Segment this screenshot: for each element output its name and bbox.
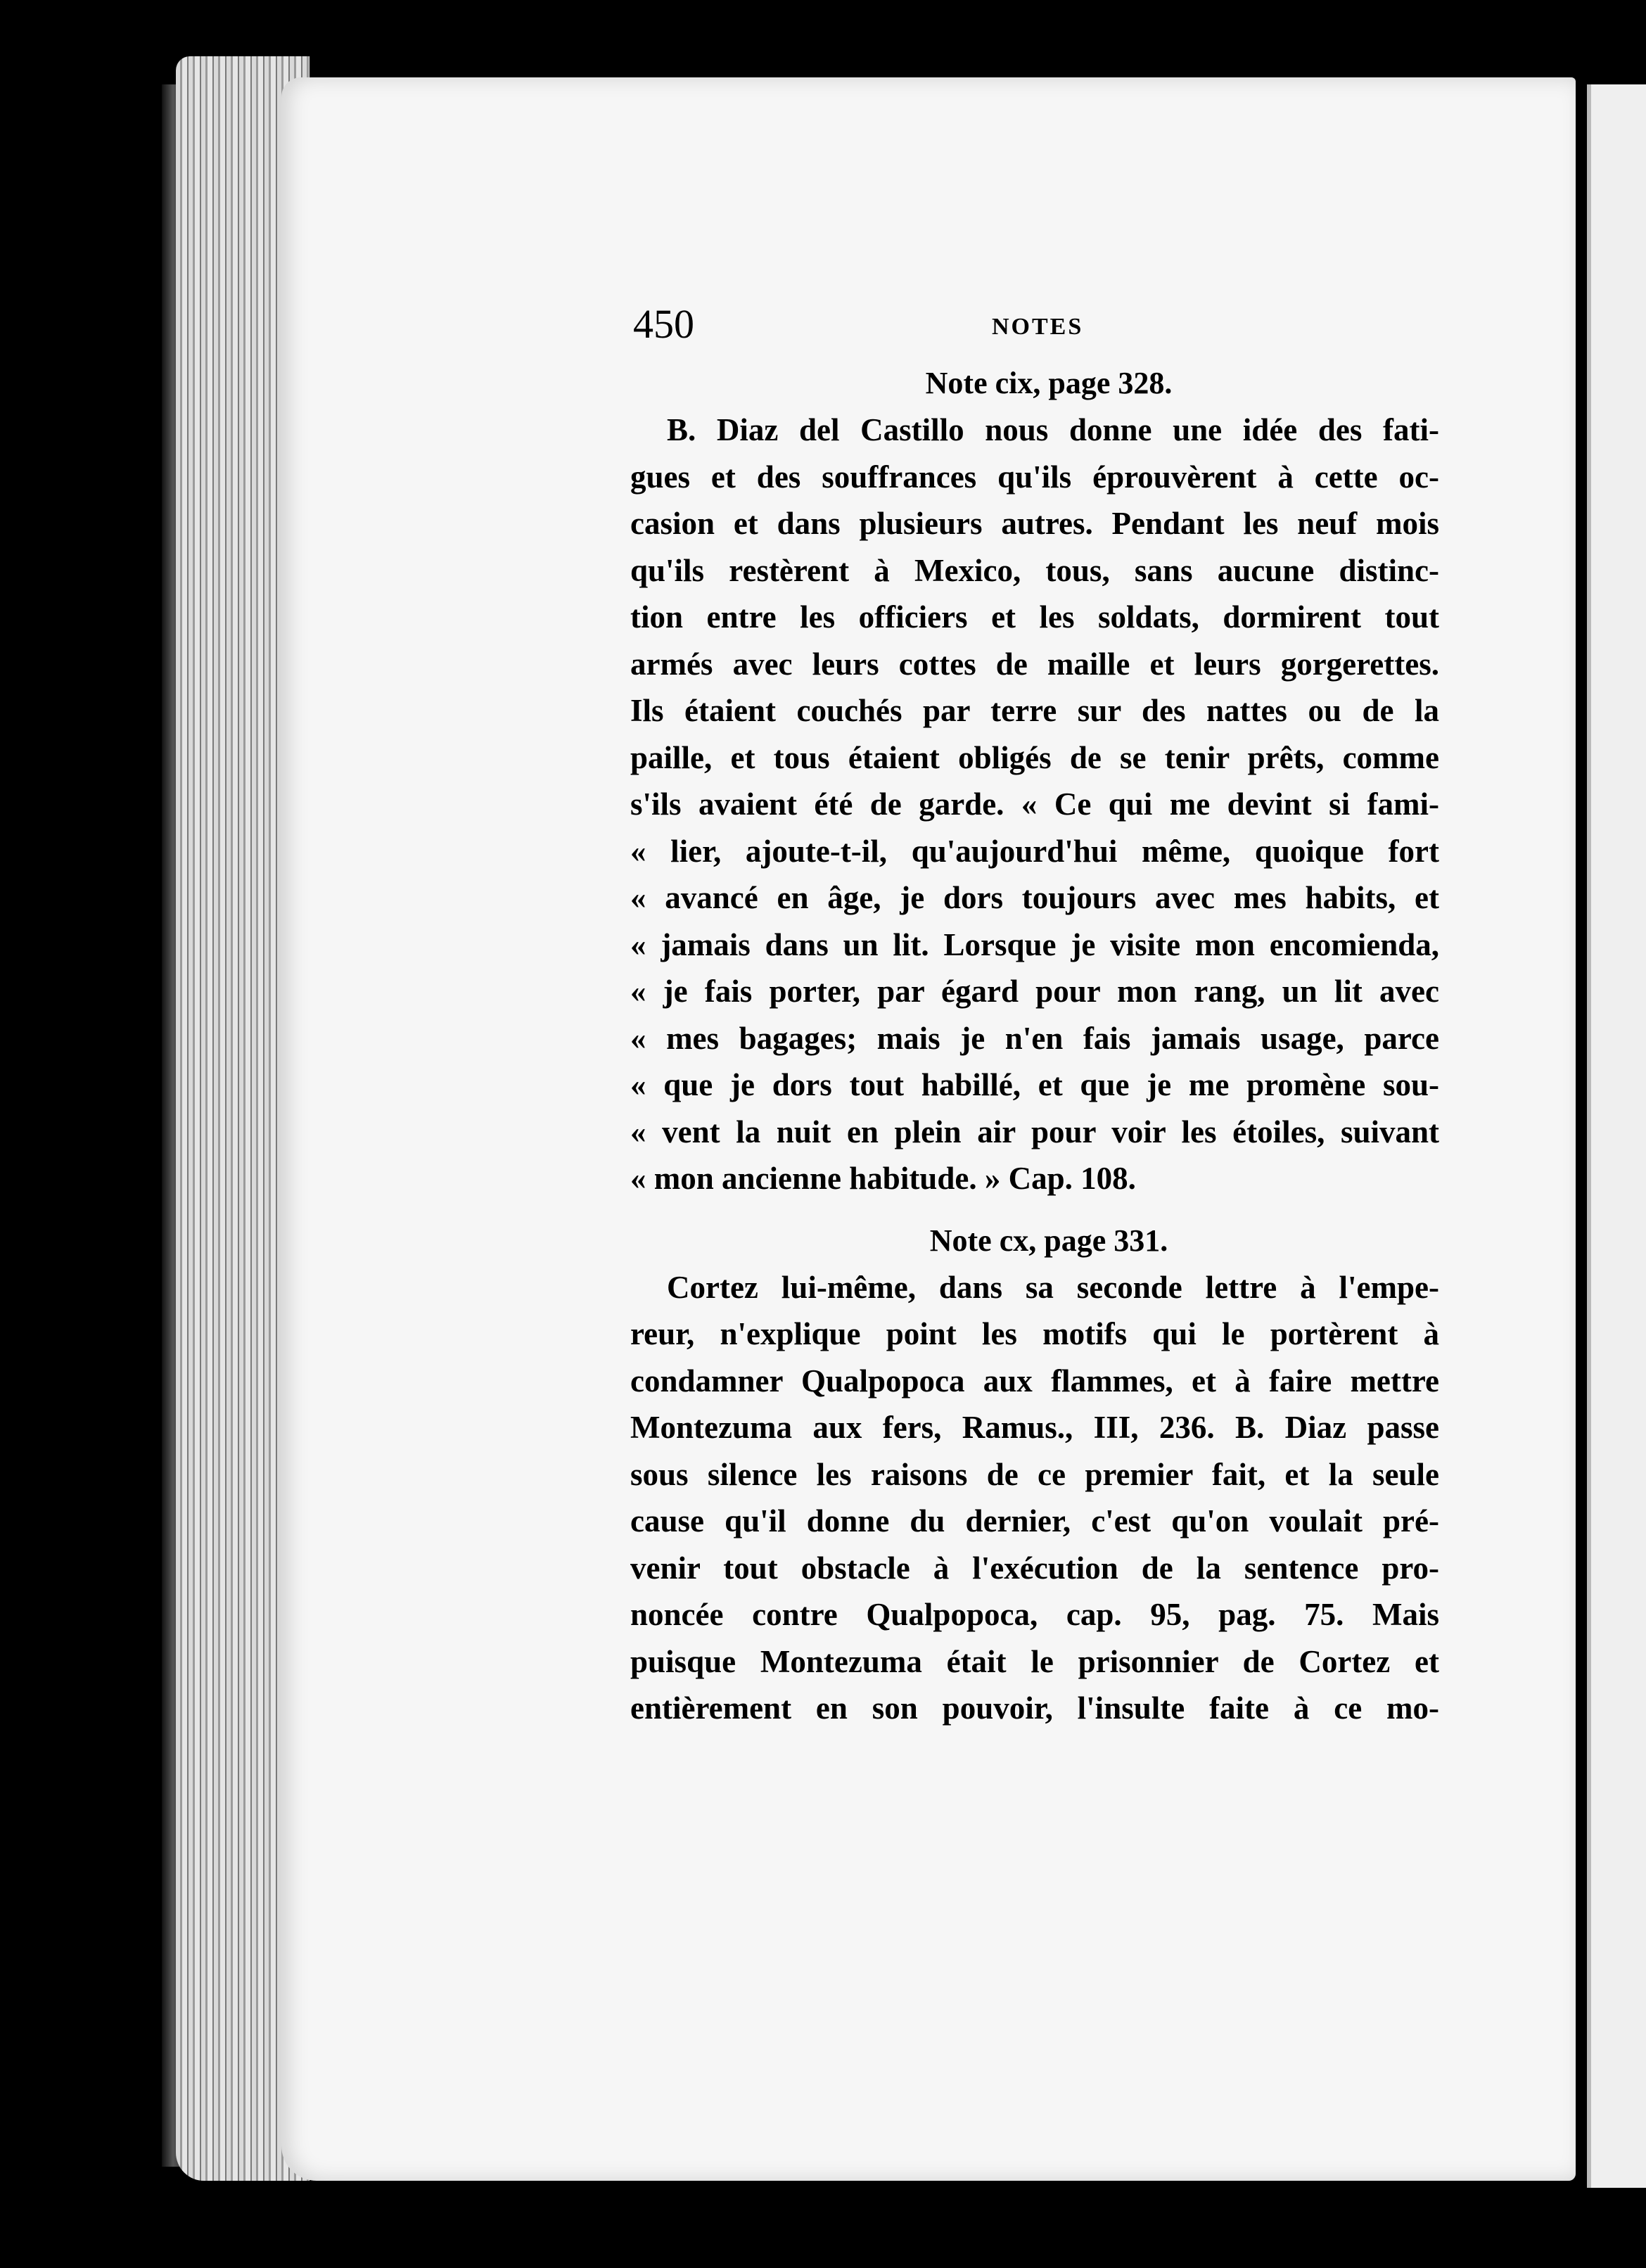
text-line: « jamais dans un lit. Lorsque je visite mon encomienda, — [630, 926, 1439, 962]
text-line: « vent la nuit en plein air pour voir les étoiles, suivant — [630, 1114, 1439, 1149]
text-line: « mes bagages; mais je n'en fais jamais usage, parce — [630, 1020, 1439, 1056]
note-paragraph — [630, 407, 1439, 1202]
text-line: venir tout obstacle à l'exécution de la sentence pro- — [630, 1550, 1439, 1586]
text-line: tion entre les officiers et les soldats, dormirent tout — [630, 599, 1439, 635]
text-line: entièrement en son pouvoir, l'insulte faite à ce mo- — [630, 1690, 1439, 1726]
text-line: « je fais porter, par égard pour mon rang, un lit avec — [630, 974, 1439, 1009]
text-line: armés avec leurs cottes de maille et leurs gorgerettes. — [630, 646, 1439, 682]
text-line: paille, et tous étaient obligés de se tenir prêts, comme — [630, 739, 1439, 775]
note-paragraph — [630, 1264, 1439, 1732]
text-line: puisque Montezuma était le prisonnier de Cortez et — [630, 1643, 1439, 1679]
text-line: reur, n'explique point les motifs qui le portèrent à — [630, 1316, 1439, 1351]
text-line: B. Diaz del Castillo nous donne une idée des fati- — [667, 412, 1439, 447]
text-line: « que je dors tout habillé, et que je me promène sou- — [630, 1067, 1439, 1102]
text-line: Ils étaient couchés par terre sur des nattes ou de la — [630, 693, 1439, 728]
text-block — [630, 360, 1439, 1736]
running-head: NOTES — [992, 314, 1084, 340]
text-line: Montezuma aux fers, Ramus., III, 236. B. Diaz passe — [630, 1410, 1439, 1445]
text-line: « avancé en âge, je dors toujours avec mes habits, et — [630, 880, 1439, 915]
facing-page-edge — [1587, 84, 1646, 2188]
text-line: casion et dans plusieurs autres. Pendant les neuf mois — [630, 506, 1439, 541]
text-line: « lier, ajoute-t-il, qu'aujourd'hui même, quoique fort — [630, 833, 1439, 869]
text-line: Cortez lui-même, dans sa seconde lettre à l'empe- — [667, 1269, 1439, 1305]
text-line: s'ils avaient été de garde. « Ce qui me devint si fami- — [630, 786, 1439, 822]
text-line: « mon ancienne habitude. » Cap. 108. — [630, 1161, 1136, 1196]
text-line: qu'ils restèrent à Mexico, tous, sans aucune distinc- — [630, 552, 1439, 588]
text-line: sous silence les raisons de ce premier fait, et la seule — [630, 1456, 1439, 1492]
note-heading: Note cix, page 328. — [925, 366, 1173, 400]
text-line: cause qu'il donne du dernier, c'est qu'on voulait pré- — [630, 1503, 1439, 1538]
text-line: noncée contre Qualpopoca, cap. 95, pag. 75. Mais — [630, 1597, 1439, 1632]
text-line: gues et des souffrances qu'ils éprouvèrent à cette oc- — [630, 459, 1439, 495]
text-line: condamner Qualpopoca aux flammes, et à faire mettre — [630, 1363, 1439, 1399]
page-header — [633, 301, 1435, 360]
note-heading: Note cx, page 331. — [929, 1223, 1168, 1258]
page-number: 450 — [633, 301, 694, 347]
